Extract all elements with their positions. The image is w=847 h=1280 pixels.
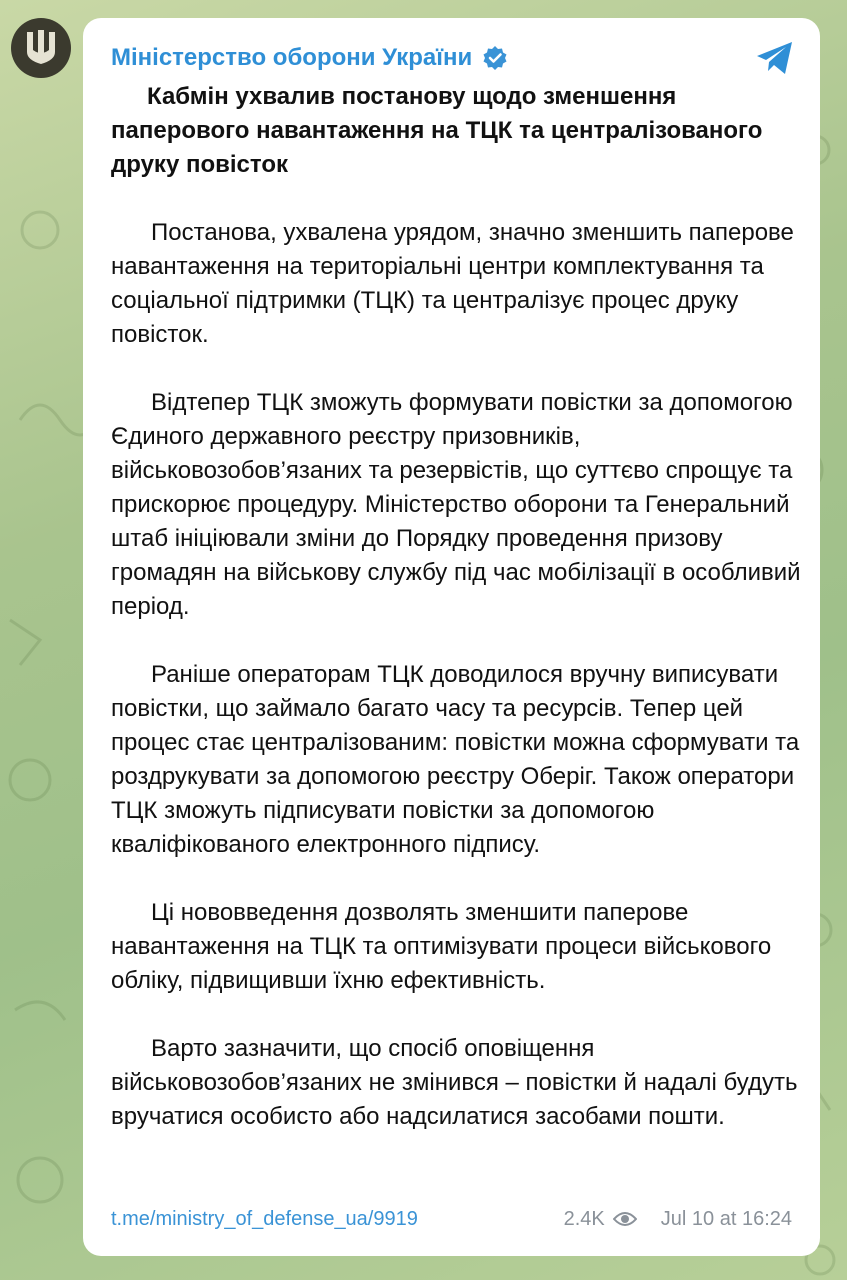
- post-body: [111, 80, 801, 1134]
- verified-badge-icon: [482, 45, 508, 71]
- message-header: [111, 36, 792, 80]
- channel-avatar[interactable]: [11, 18, 71, 78]
- eye-icon: [613, 1210, 637, 1228]
- telegram-share-icon[interactable]: [754, 38, 796, 78]
- trident-emblem-icon: [21, 28, 61, 68]
- post-paragraph: Відтепер ТЦК зможуть формувати повістки за допомогою Єдиного державного реєстру призовників, військовозобов’язаних та резервістів, що суттєво спрощує та прискорює процедуру. Міністерство оборони та Генеральний штаб ініціювали зміни до Порядку проведення призову громадян на військову службу під час мобілізації в особливий період.: [111, 389, 801, 620]
- post-paragraph: Ці нововведення дозволять зменшити паперове навантаження на ТЦК та оптимізувати процеси військового обліку, підвищивши їхню ефективність.: [111, 899, 772, 994]
- post-headline: Кабмін ухвалив постанову щодо зменшення паперового навантаження на ТЦК та централізованого друку повісток: [111, 83, 763, 178]
- view-count: 2.4K: [563, 1207, 605, 1230]
- post-paragraph: Варто зазначити, що спосіб оповіщення військовозобов’язаних не змінився – повістки й надалі будуть вручатися особисто або надсилатися засобами пошти.: [111, 1035, 798, 1130]
- message-footer: [111, 1204, 792, 1234]
- message-meta: [564, 1208, 792, 1231]
- post-link[interactable]: t.me/ministry_of_defense_ua/9919: [111, 1207, 418, 1230]
- post-paragraph: Постанова, ухвалена урядом, значно зменшить паперове навантаження на територіальні центри комплектування та соціальної підтримки (ТЦК) та централізує процес друку повісток.: [111, 219, 794, 348]
- message-timestamp: Jul 10 at 16:24: [660, 1207, 792, 1230]
- channel-name[interactable]: Міністерство оборони України: [111, 44, 473, 71]
- post-paragraph: Раніше операторам ТЦК доводилося вручну виписувати повістки, що займало багато часу та ресурсів. Тепер цей процес стає централізованим: повістки можна сформувати та роздрукувати за допомогою реєстру Оберіг. Також оператори ТЦК зможуть підписувати повістки за допомогою кваліфікованого електронного підпису.: [111, 661, 800, 858]
- message-bubble: [83, 18, 820, 1256]
